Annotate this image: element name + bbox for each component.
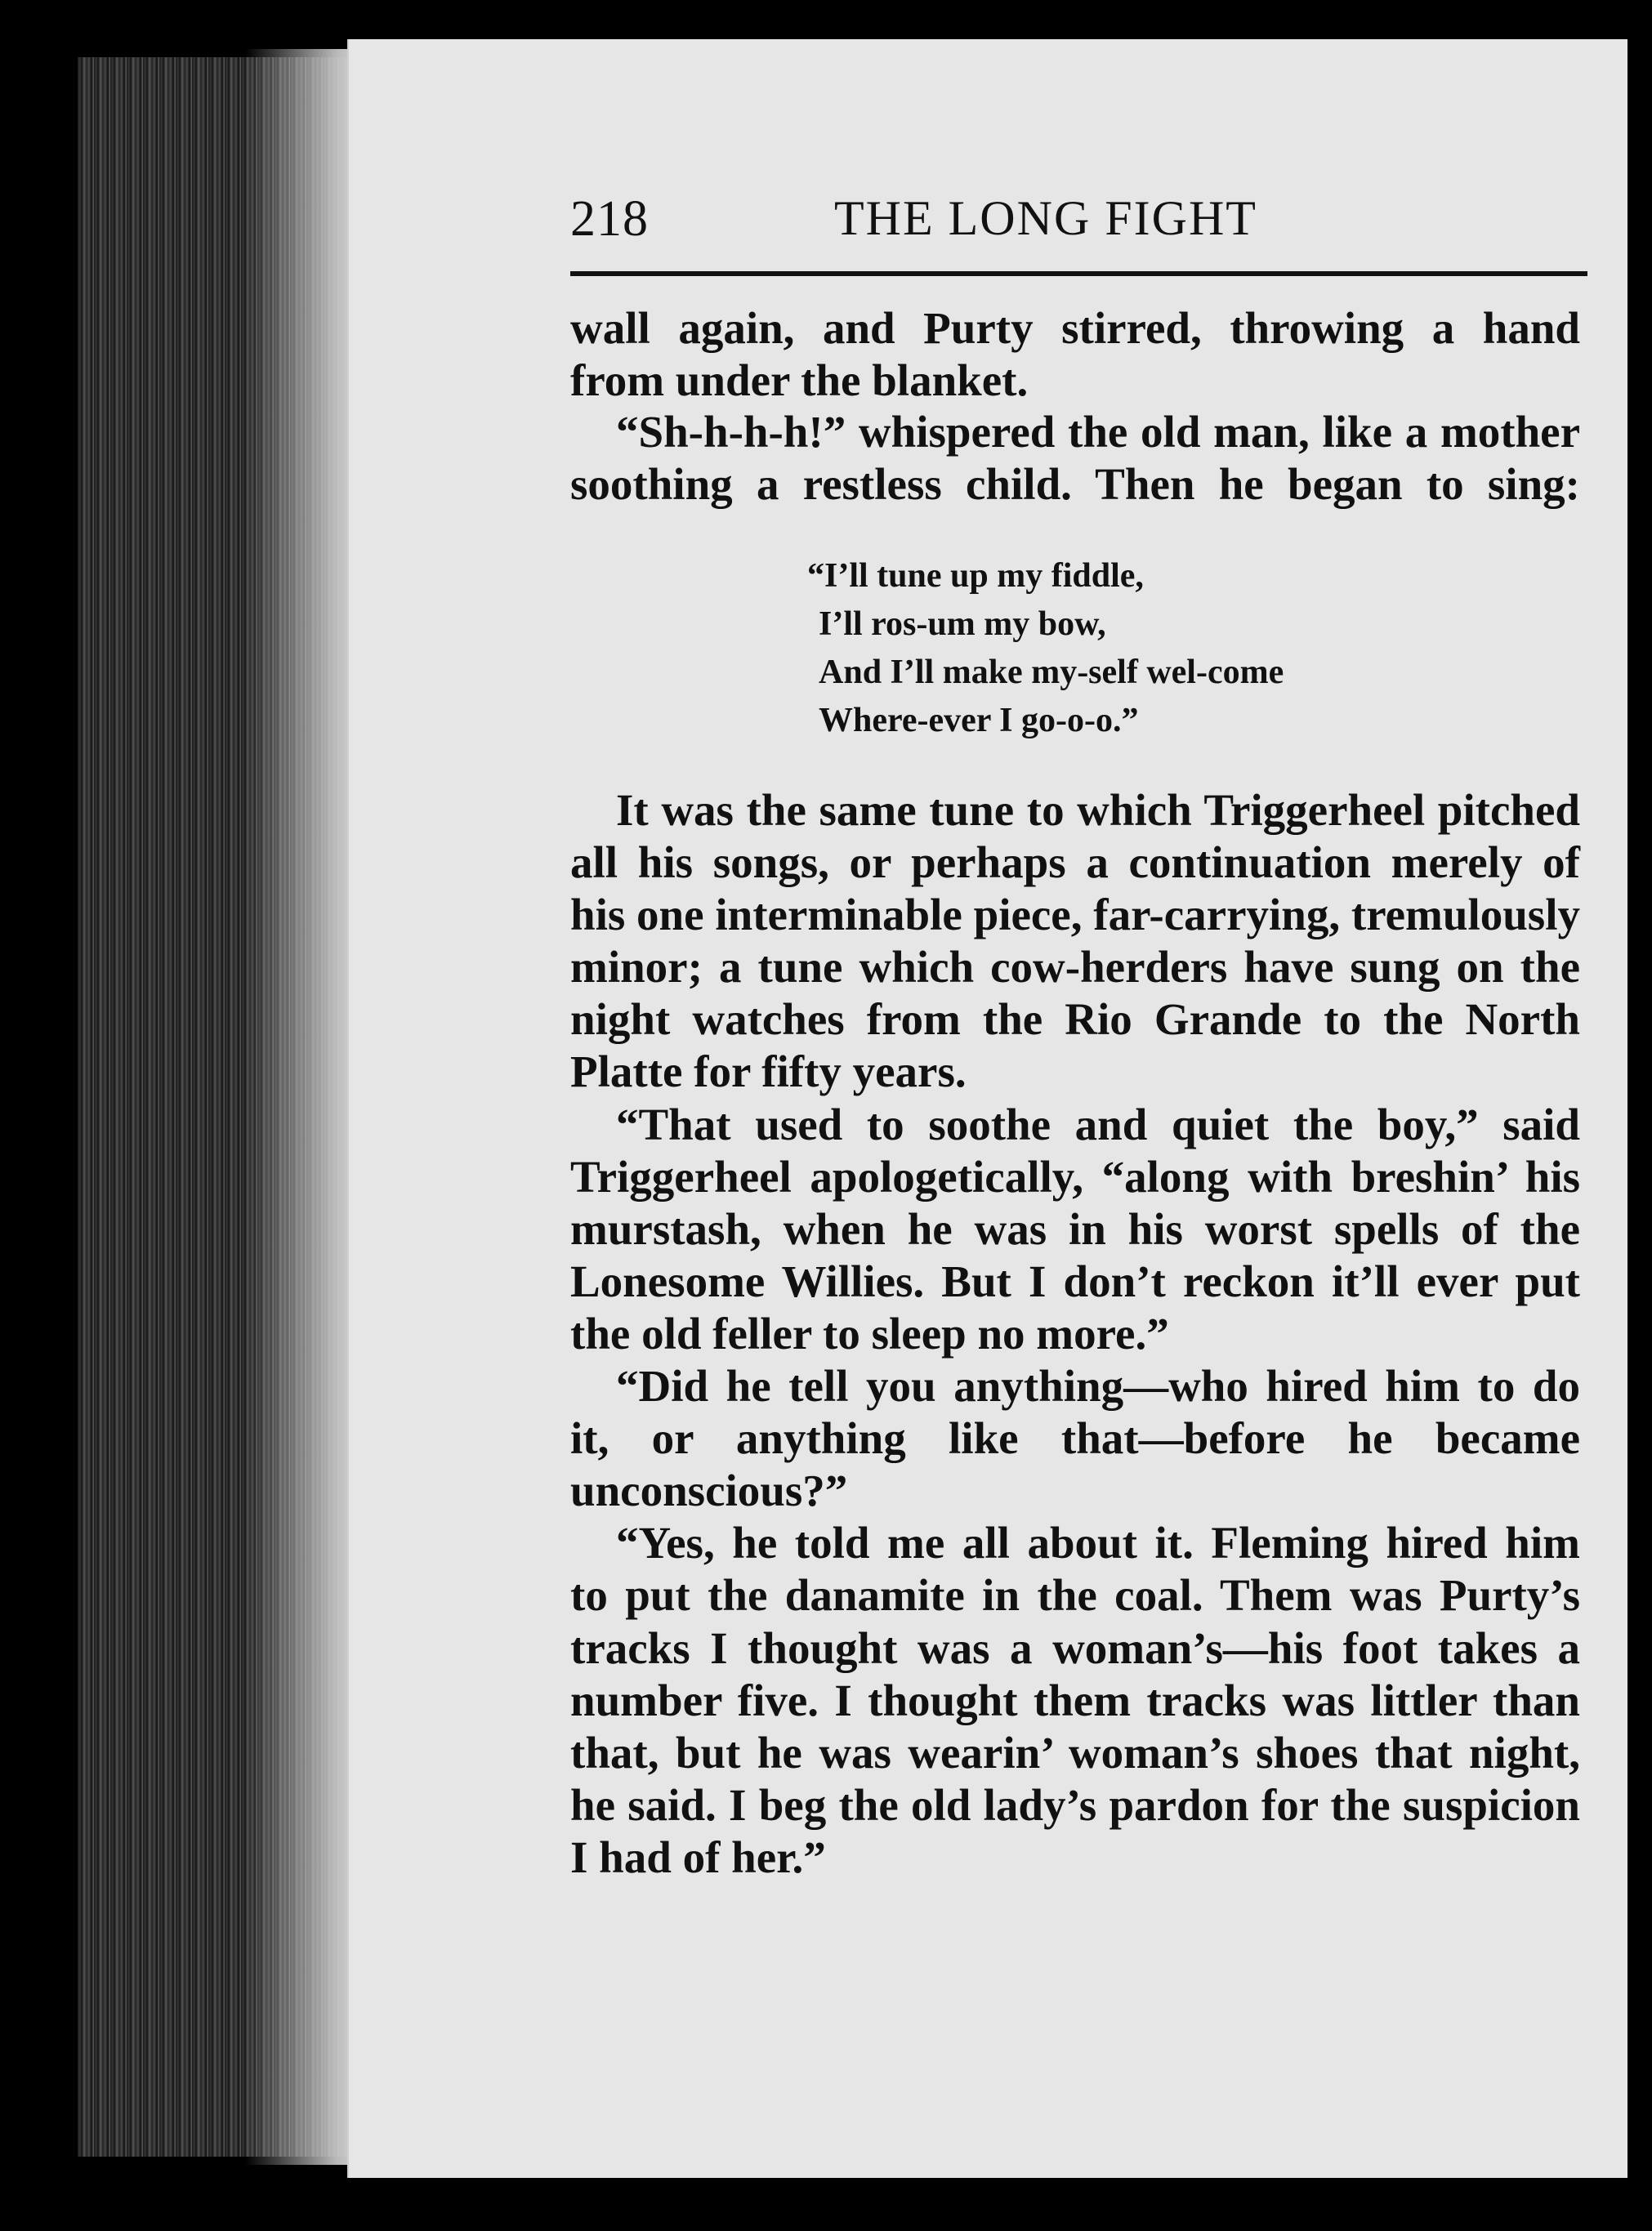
text-line: from under the blanket. — [570, 355, 1029, 405]
text-line: “That used to soothe and quiet the boy,” said — [616, 1099, 1580, 1149]
text-line: wall again, and Purty stirred, throwing a hand — [570, 303, 1580, 353]
text-line: to put the danamite in the coal. Them was Purty’s — [570, 1570, 1580, 1621]
text-line: he said. I beg the old lady’s pardon for the suspicion — [570, 1779, 1580, 1830]
text-line: Platte for fifty years. — [570, 1046, 967, 1097]
verse-line: Where-ever I go-o-o.” — [819, 702, 1139, 739]
text-line: that, but he was wearin’ woman’s shoes that night, — [570, 1727, 1580, 1778]
text-line: “Yes, he told me all about it. Fleming hired him — [616, 1518, 1580, 1568]
text-line: soothing a restless child. Then he began to sing: — [570, 459, 1580, 510]
page-number: 218 — [570, 191, 649, 247]
text-line: night watches from the Rio Grande to the North — [570, 994, 1580, 1045]
text-line: Lonesome Willies. But I don’t reckon it’ll ever put — [570, 1256, 1580, 1306]
text-line: “Sh-h-h-h!” whispered the old man, like a mother — [616, 407, 1580, 457]
text-line: his one interminable piece, far-carrying, tremulously — [570, 890, 1580, 940]
verse-line: And I’ll make my-self wel-come — [819, 654, 1284, 691]
running-header — [570, 167, 1652, 257]
song-verse — [807, 552, 1284, 745]
verse-line: I’ll ros-um my bow, — [819, 605, 1106, 643]
verse-line: “I’ll tune up my fiddle, — [807, 557, 1144, 595]
opening-paragraphs — [570, 302, 1580, 511]
text-line: number five. I thought them tracks was littler than — [570, 1675, 1580, 1725]
text-line: the old feller to sleep no more.” — [570, 1308, 1169, 1359]
text-line: “Did he tell you anything—who hired him to do — [616, 1361, 1580, 1412]
running-title: THE LONG FIGHT — [834, 191, 1257, 245]
text-line: tracks I thought was a woman’s—his foot takes a — [570, 1622, 1580, 1673]
text-line: minor; a tune which cow-herders have sung on the — [570, 942, 1580, 993]
header-rule — [570, 271, 1587, 276]
text-line: unconscious?” — [570, 1466, 848, 1516]
text-line: Triggerheel apologetically, “along with breshin’ his — [570, 1151, 1580, 1202]
body-paragraphs — [570, 784, 1580, 1884]
text-line: It was the same tune to which Triggerheel pitched — [616, 785, 1580, 835]
text-line: it, or anything like that—before he became — [570, 1413, 1580, 1464]
text-line: I had of her.” — [570, 1832, 826, 1882]
text-line: murstash, when he was in his worst spells of the — [570, 1203, 1580, 1254]
text-line: all his songs, or perhaps a continuation merely of — [570, 837, 1580, 888]
